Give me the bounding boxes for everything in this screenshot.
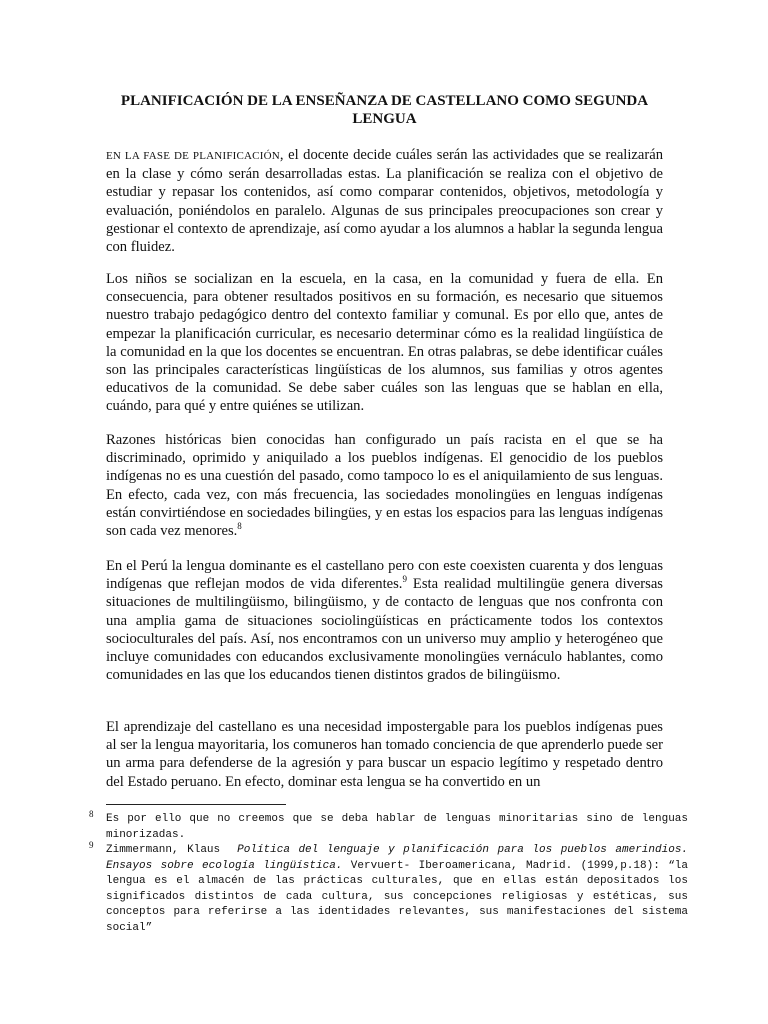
- paragraph-5: El aprendizaje del castellano es una necesidad impostergable para los pueblos indígenas pues al ser la lengua mayoritaria, los comuneros han tomado conciencia de que aprenderlo puede ser un arma para defenderse de la agresión y para buscar un espacio legítimo y respetado dentro del Estado peruano. En efecto, dominar esta lengua se ha convertido en un: [106, 719, 663, 790]
- footnote-9: [89, 840, 689, 937]
- footnote-9-author: Zimmermann, Klaus: [106, 844, 221, 856]
- footnote-8-text: Es por ello que no creemos que se deba hablar de lenguas minoritarias sino de lenguas minorizadas.: [106, 813, 688, 841]
- footnote-ref-8: 8: [237, 521, 242, 532]
- paragraph-2: Los niños se socializan en la escuela, en la casa, en la comunidad y fuera de ella. En consecuencia, para obtener resultados positivos en su formación, es necesario que situemos nuestro trabajo pedagógico dentro del contexto familiar y comunal. Es por ello que, antes de empezar la planificación curricular, es necesario determinar cómo es la realidad lingüística de la comunidad en la que los docentes se encuentran. En otras palabras, se debe identificar cuáles son las principales características lingüísticas de los alumnos, sus familias y otros agentes educativos de la comunidad. Se debe saber cuáles son las lenguas que se hablan en ella, cuándo, para qué y entre quiénes se utilizan.: [106, 271, 663, 415]
- paragraph-3-text: Razones históricas bien conocidas han configurado un país racista en el que se ha discriminado, oprimido y aniquilado a los pueblos indígenas. El genocidio de los pueblos indígenas no es una cuestión del pasado, como tampoco lo es el aniquilamiento de sus lenguas. En efecto, cada vez, con más frecuencia, las sociedades monolingües en lenguas indígenas están convirtiéndose en sociedades bilingües, y en estas los espacios para las lenguas indígenas son cada vez menores.: [106, 432, 663, 540]
- paragraph-lead-smallcaps: EN LA FASE DE PLANIFICACIÓN: [106, 150, 280, 162]
- paragraph-4: [106, 557, 663, 684]
- paragraph-1-text: , el docente decide cuáles serán las actividades que se realizarán en la clase y cómo serán desarrolladas estas. La planificación se realiza con el objetivo de estudiar y repasar los contenidos, así como comparar contenidos, objetivos, metodología y evaluación, poniéndolos en paralelo. Algunas de sus principales preocupaciones son crear y gestionar el contexto de aprendizaje, así como ayudar a los alumnos a hablar la segunda lengua con fluidez.: [106, 147, 663, 256]
- paragraph-4-text-b: Esta realidad multilingüe genera diversas situaciones de multilingüismo, bilingüismo, y de contacto de lenguas que nos confronta con una amplia gama de situaciones sociolingüísticas en prácticamente todos los contextos socioculturales del país. Así, nos encontramos con un universo muy amplio y heterogéneo que incluye comunidades con educandos exclusivamente monolingües vernáculo hablantes, como comunidades en las que los educandos tienen distintos grados de bilingüismo.: [106, 576, 663, 684]
- paragraph-1: [106, 146, 663, 256]
- paragraph-4-text-a: En el Perú la lengua dominante es el castellano pero con este coexisten cuarenta y dos lenguas indígenas que reflejan modos de vida diferentes.: [106, 558, 663, 593]
- footnote-9-book-title: Política del lenguaje y planificación para los pueblos amerindios. Ensayos sobre ecología lingüística.: [106, 844, 689, 872]
- footnote-8: [89, 809, 688, 843]
- footnote-9-text: Vervuert- Iberoamericana, Madrid. (1999,p.18): “la lengua es el almacén de las prácticas culturales, que en ellas están depositados los significados distintos de cada cultura, sus concepciones religiosas y estéticas, sus conceptos para referirse a las identidades relevantes, sus manifestaciones del sistema social”: [106, 859, 688, 934]
- footnote-9-mark: 9: [89, 840, 94, 850]
- footnote-ref-9: 9: [402, 574, 407, 585]
- page-title: PLANIFICACIÓN DE LA ENSEÑANZA DE CASTELLANO COMO SEGUNDA LENGUA: [120, 93, 649, 127]
- footnote-8-mark: 8: [89, 809, 94, 819]
- paragraph-3: [106, 431, 663, 540]
- footnote-separator: [106, 804, 286, 805]
